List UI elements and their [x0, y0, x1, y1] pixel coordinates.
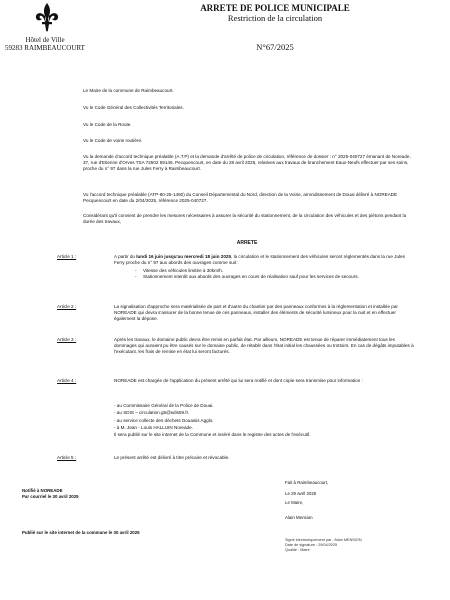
- signature-block: [285, 480, 328, 521]
- article-1-label: Article 1 :: [57, 254, 77, 259]
- notification-block: [22, 488, 79, 500]
- article-5-text: Le présent arrêté est délivré à titre précaire et révocable.: [114, 455, 230, 460]
- list-item: Il sera publié sur le site internet de la Commune et inséré dans le registre des actes de l'exécutif.: [114, 432, 311, 438]
- notified-to: Notifié à NOREADE: [22, 488, 63, 493]
- article-1-text-post: , la circulation et le stationnement des véhicules seront réglementés dans la rue Jules Ferry proche du n° 97 aux abords des ouvrages comme suit :: [114, 254, 405, 266]
- article-3-text: Après les travaux, le domaine public devra être remis en parfait état. Par ailleurs, NOREADE est tenue de réparer immédiatement tous les dommages qui auraient pu être causés sur le domaine public, de rétablir dans l'état initial les chaussées ou trottoirs. En cas de dégâts imputables à l'exécutant, les frais de remise en état lui seront facturés.: [114, 337, 414, 355]
- publication-notice: Publié sur le site internet de la commune le 30 avril 2025: [22, 530, 140, 535]
- preamble-atp-agreement: Vu l'accord technique préalable (ATP-80-25-1460) du Conseil Départemental du Nord, direction de la Voirie, arrondissement de Douai délivré à NOREADE Pecquencourt en date du 2/04/2025, référence 2025-040727.: [83, 192, 398, 204]
- list-item: - au SDIS – circulation.g5@sdis59.fr.: [114, 410, 190, 416]
- article-5-label: Article 5 :: [57, 455, 77, 460]
- esig-date: Date de signature : 29/04/2025: [285, 542, 338, 547]
- article-2-label: Article 2 :: [57, 304, 77, 309]
- preamble-atp-request: Vu la demande d'accord technique préalable (A.T.P) et la demande d'arrêté de police de circulation, référence de dossier : n° 2025-040727 émanant de Noreade, 37, rue d'Etienne d'Orves TSA 72502 59146. Pecquencourt, en date du 28 avril 2025, relatives aux travaux de branchement Eaux-Neufs effectuer par ses soins, proche du n° 97 dans la rue Jules Ferry à Raimbeaucourt.: [83, 154, 411, 172]
- document-title: ARRETE DE POLICE MUNICIPALE: [200, 3, 350, 13]
- article-3-label: Article 3 :: [57, 337, 77, 342]
- signature-date: Le 29 avril 2025: [285, 491, 317, 496]
- preamble-cgct: Vu le Code Général des Collectivités Territoriales.: [83, 105, 184, 110]
- arrete-heading: ARRETE: [236, 240, 258, 246]
- preamble-code-route: Vu le Code de la Route.: [83, 122, 132, 127]
- list-item: - Vitesse des véhicules limitée à 30km/h.: [135, 268, 405, 274]
- article-1-dates: lundi 16 juin jusqu'au mercredi 18 juin 2025: [136, 254, 232, 259]
- preamble-code-voirie: Vu le Code de voirie routière.: [83, 138, 143, 143]
- fleur-de-lis-logo: [34, 2, 60, 34]
- signature-place: Fait à Raimbeaucourt,: [285, 480, 329, 485]
- preamble-mayor: Le Maire de la commune de Raimbeaucourt.: [83, 88, 174, 93]
- town-hall-address: 59283 RAIMBEAUCOURT: [5, 44, 85, 52]
- list-item: - Stationnement interdit aux abords des ouvrages en cours de réalisation sauf pour les services de secours.: [135, 274, 405, 280]
- article-1-text: [114, 254, 414, 266]
- article-4-label: Article 4 :: [57, 378, 77, 383]
- decree-number: N°67/2025: [256, 42, 294, 52]
- notified-by-mail: Par courriel le 30 avril 2025: [22, 494, 79, 499]
- list-item: - au Commissaire Général de la Police de Douai.: [114, 403, 214, 408]
- article-1-bullets: [135, 268, 405, 280]
- list-item: - à M. Jean - Louis HALLUIN Noreade.: [114, 424, 193, 430]
- article-2-text: La signalisation d'approche sera matérialisée de part et d'autre du chantier par des panneaux conformes à la réglementation et installée par NOREADE qui devra s'assurer de la bonne tenue de ces panneaux, installer des éléments de sécurité lumineux pour la nuit et en effectuer également la dépose.: [114, 304, 398, 322]
- town-hall-name: Hôtel de Ville: [25, 36, 65, 44]
- signature-name: Alain Mension: [285, 515, 313, 520]
- article-4-distribution-list: [114, 402, 414, 438]
- esig-role: Qualité : Maire: [285, 547, 310, 552]
- electronic-signature: [285, 538, 362, 552]
- article-1-text-pre: A partir du: [114, 254, 137, 259]
- town-hall-header: [5, 36, 85, 52]
- preamble-considering: Considérant qu'il convient de prendre les mesures nécessaires à assurer la sécurité du stationnement, de la circulation des véhicules et des piétons pendant la durée des travaux,: [83, 213, 407, 225]
- signature-role: Le Maire,: [285, 500, 304, 505]
- list-item: - au service collecte des déchets Douaisis Agglo.: [114, 417, 214, 423]
- esig-signer: Signé électroniquement par : Alain MENSION: [285, 538, 362, 542]
- document-subtitle: Restriction de la circulation: [227, 13, 323, 23]
- article-4-text: NOREADE est chargée de l'application du présent arrêté qui lui sera notifié et dont copie sera transmise pour information :: [114, 378, 363, 383]
